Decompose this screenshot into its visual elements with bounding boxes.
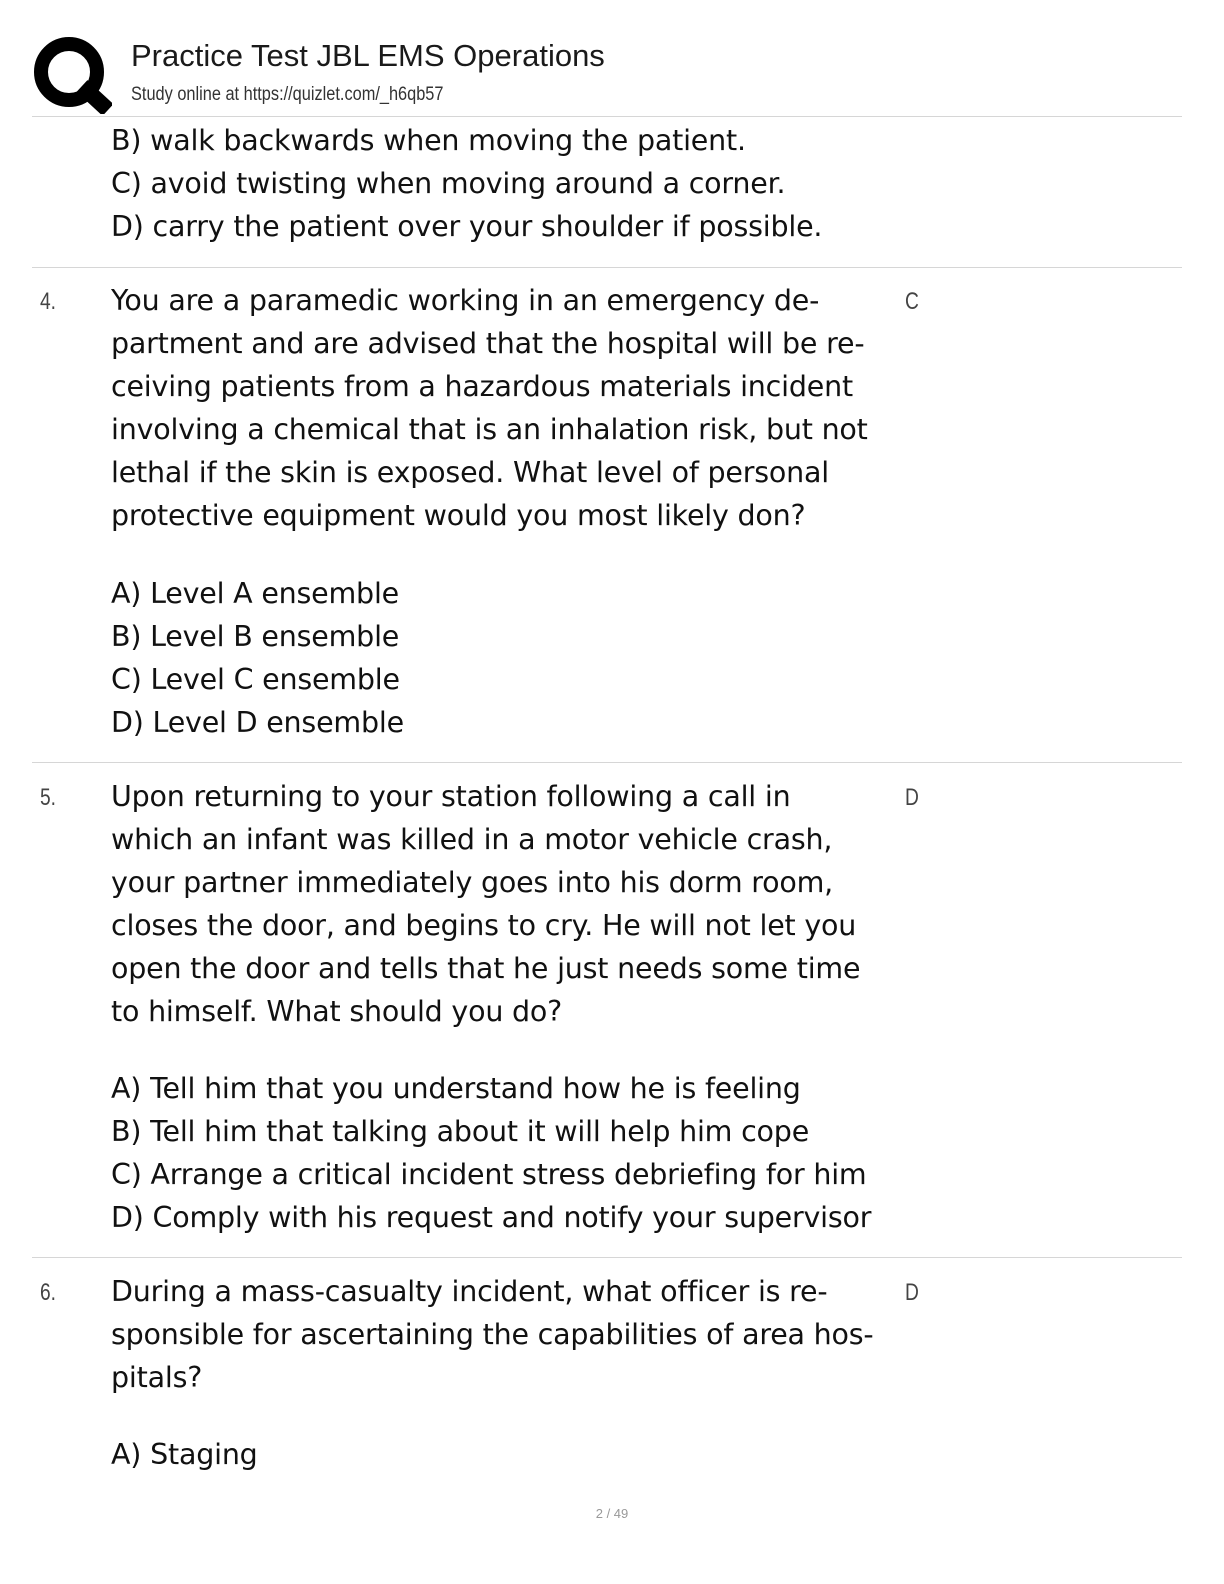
question-line: pitals? — [111, 1361, 203, 1394]
study-online-link[interactable]: Study online at https://quizlet.com/_h6qb57 — [131, 84, 444, 105]
option: A) Staging — [111, 1438, 258, 1471]
question-line: involving a chemical that is an inhalation risk, but not — [111, 413, 868, 446]
question-line: open the door and tells that he just needs some time — [111, 952, 861, 985]
question-divider — [32, 267, 1182, 268]
page-number: 2 / 49 — [595, 1506, 629, 1521]
answer-options — [111, 572, 404, 744]
quizlet-logo-icon — [32, 34, 112, 114]
option: B) walk backwards when moving the patient. — [111, 124, 746, 157]
question-line: lethal if the skin is exposed. What level of personal — [111, 456, 829, 489]
carryover-options — [111, 119, 822, 248]
question-line: protective equipment would you most likely don? — [111, 499, 806, 532]
question-number: 4. — [40, 288, 57, 315]
question-line: Upon returning to your station following a call in — [111, 780, 791, 813]
question-answer: D — [905, 1279, 919, 1306]
question-text — [111, 279, 868, 537]
question-line: You are a paramedic working in an emergency de- — [111, 284, 820, 317]
option: C) Arrange a critical incident stress debriefing for him — [111, 1158, 867, 1191]
question-line: partment and are advised that the hospital will be re- — [111, 327, 865, 360]
question-text — [111, 775, 860, 1033]
option: C) avoid twisting when moving around a corner. — [111, 167, 786, 200]
option: B) Level B ensemble — [111, 620, 400, 653]
option: D) Level D ensemble — [111, 706, 404, 739]
question-line: During a mass-casualty incident, what officer is re- — [111, 1275, 828, 1308]
header-divider — [32, 116, 1182, 117]
option: D) carry the patient over your shoulder if possible. — [111, 210, 823, 243]
document-title: Practice Test JBL EMS Operations — [131, 38, 605, 73]
option: C) Level C ensemble — [111, 663, 400, 696]
option: A) Tell him that you understand how he is feeling — [111, 1072, 801, 1105]
question-line: which an infant was killed in a motor vehicle crash, — [111, 823, 833, 856]
question-line: ceiving patients from a hazardous materials incident — [111, 370, 853, 403]
question-divider — [32, 1257, 1182, 1258]
question-text — [111, 1270, 874, 1399]
option: B) Tell him that talking about it will help him cope — [111, 1115, 810, 1148]
question-number: 6. — [40, 1279, 57, 1306]
answer-options — [111, 1067, 871, 1239]
answer-options — [111, 1433, 258, 1476]
question-number: 5. — [40, 784, 57, 811]
question-line: to himself. What should you do? — [111, 995, 563, 1028]
option: A) Level A ensemble — [111, 577, 400, 610]
question-line: closes the door, and begins to cry. He will not let you — [111, 909, 857, 942]
question-line: your partner immediately goes into his dorm room, — [111, 866, 834, 899]
question-answer: C — [905, 288, 919, 315]
question-divider — [32, 762, 1182, 763]
option: D) Comply with his request and notify your supervisor — [111, 1201, 872, 1234]
question-line: sponsible for ascertaining the capabilities of area hos- — [111, 1318, 874, 1351]
question-answer: D — [905, 784, 919, 811]
